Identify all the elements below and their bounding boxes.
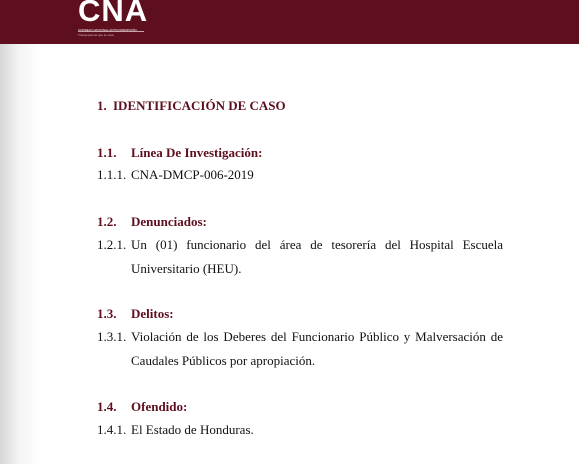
subitem-number: 1.2.1. [97,237,127,252]
item-heading [97,399,187,415]
section-title: IDENTIFICACIÓN DE CASO [113,98,286,113]
subitem-text-continued: Caudales Públicos por apropiación. [131,353,316,368]
item-heading [97,306,174,322]
subitem-text: El Estado de Honduras. [131,422,254,437]
logo-text: CNA [78,0,149,28]
item-title: Delitos: [131,306,174,321]
item-title: Denunciados: [131,214,207,229]
subitem-text-continued: Universitario (HEU). [131,261,242,276]
item-content [97,422,254,438]
item-content [97,237,131,253]
subitem-number: 1.1.1. [97,167,127,182]
item-heading [97,214,207,230]
section-heading [97,98,286,114]
subitem-text: CNA-DMCP-006-2019 [131,167,254,182]
subitem-number: 1.3.1. [97,329,127,344]
subitem-number: 1.4.1. [97,422,127,437]
logo-subtitle: CONSEJO NACIONAL ANTICORRUPCIÓN [78,28,137,32]
section-number: 1. [97,98,107,113]
logo-tagline: Transparencia que se nota [78,33,114,37]
subitem-text: Violación de los Deberes del Funcionario Público y Malversación de [131,329,503,344]
item-number: 1.2. [97,214,117,229]
item-title: Línea De Investigación: [131,145,263,160]
item-number: 1.3. [97,306,117,321]
item-content [97,329,131,345]
subitem-text: Un (01) funcionario del área de tesorería del Hospital Escuela [131,237,503,252]
item-title: Ofendido: [131,399,188,414]
item-heading [97,145,262,161]
item-number: 1.4. [97,399,117,414]
item-content [97,167,254,183]
item-number: 1.1. [97,145,117,160]
